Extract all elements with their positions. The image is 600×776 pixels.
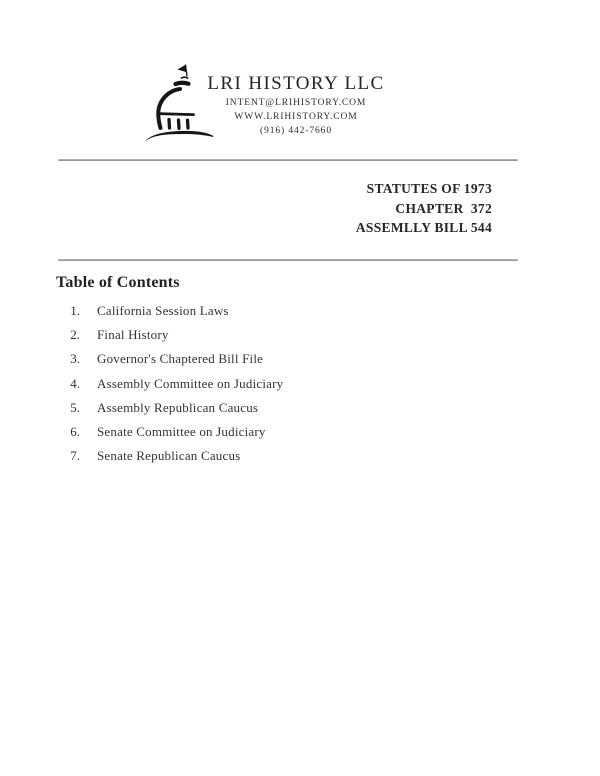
statutes-year-line: STATUTES OF 1973 <box>366 181 492 196</box>
toc-item-label: Senate Committee on Judiciary <box>97 424 266 440</box>
toc-item <box>57 347 283 371</box>
toc-item-label: California Session Laws <box>97 303 229 319</box>
toc-item-number: 1. <box>70 303 80 319</box>
chapter-line: CHAPTER 372 <box>395 200 492 216</box>
reference-divider-rule <box>58 259 518 261</box>
toc-item-label: Assembly Committee on Judiciary <box>97 375 284 391</box>
company-name: LRI HISTORY LLC <box>207 73 385 94</box>
toc-item-number: 6. <box>70 424 80 440</box>
statute-reference <box>356 179 492 238</box>
toc-item-label: Senate Republican Caucus <box>97 448 241 464</box>
toc-item-number: 2. <box>70 327 80 343</box>
toc-item-number: 3. <box>70 351 80 367</box>
toc-item-label: Assembly Republican Caucus <box>97 399 259 415</box>
toc-item-number: 5. <box>70 399 80 415</box>
toc-item-label: Final History <box>97 327 169 343</box>
toc-item-number: 4. <box>70 375 80 391</box>
contact-block <box>146 97 446 138</box>
toc-item <box>57 372 283 396</box>
toc-item <box>57 323 283 347</box>
toc-item <box>57 420 283 444</box>
toc-item <box>57 299 283 323</box>
letterhead <box>146 73 446 138</box>
header-divider-rule <box>58 159 518 161</box>
toc-list <box>57 299 283 468</box>
company-email: INTENT@LRIHISTORY.COM <box>225 98 367 108</box>
toc-item-number: 7. <box>70 448 80 464</box>
toc-item-label: Governor's Chaptered Bill File <box>97 351 264 367</box>
company-phone: (916) 442-7660 <box>260 125 332 136</box>
toc-item <box>57 444 283 468</box>
assembly-bill-line: ASSEMLLY BILL 544 <box>355 220 492 236</box>
company-website: WWW.LRIHISTORY.COM <box>234 111 358 122</box>
toc-heading: Table of Contents <box>56 274 180 291</box>
toc-item <box>57 396 283 420</box>
